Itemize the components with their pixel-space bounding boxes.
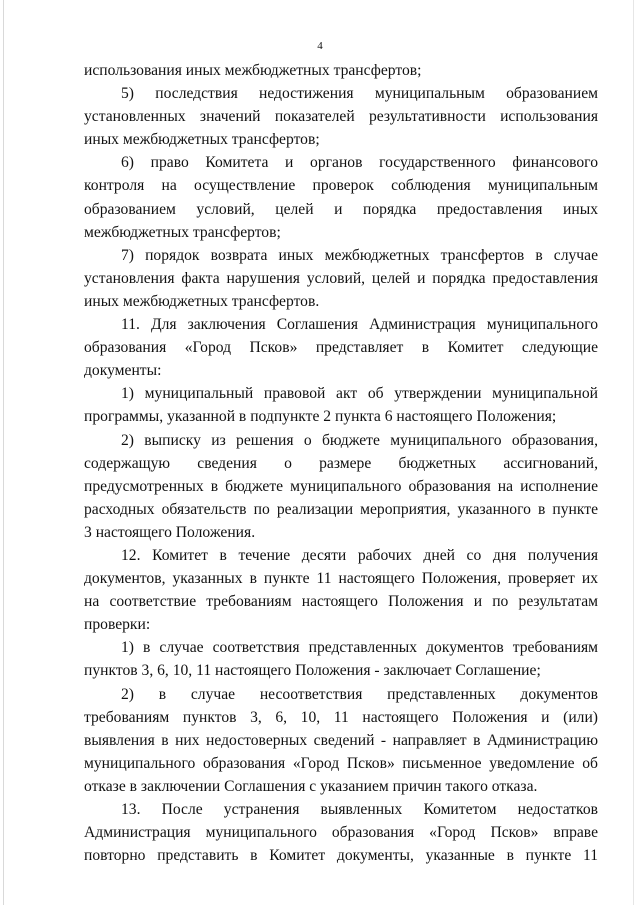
text-line: использования иных межбюджетных трансфертов;	[84, 62, 422, 79]
text-line: требованиям пунктов 3, 6, 10, 11 настоящего Положения и (или)	[84, 708, 598, 726]
text-line: 5) последствия недостижения муниципальным образованием	[121, 85, 598, 103]
text-line: содержащую сведения о размере бюджетных ассигнований,	[84, 454, 598, 472]
text-line: 3 настоящего Положения.	[84, 523, 256, 541]
paragraph	[84, 82, 598, 151]
paragraph	[84, 798, 598, 867]
text-line: 7) порядок возврата иных межбюджетных трансфертов в случае	[121, 246, 598, 264]
text-line: программы, указанной в подпункте 2 пункта 6 настоящего Положения;	[84, 408, 557, 426]
text-line: повторно представить в Комитет документы, указанные в пункте 11	[84, 847, 598, 865]
text-line: 6) право Комитета и органов государственного финансового	[121, 154, 598, 172]
text-line: 2) выписку из решения о бюджете муниципального образования,	[121, 431, 598, 449]
text-line: образования «Город Псков» представляет в Комитет следующие	[84, 339, 598, 357]
paragraph	[84, 429, 598, 544]
text-line: 11. Для заключения Соглашения Администрация муниципального	[121, 316, 598, 334]
page-edge-right	[633, 0, 634, 905]
paragraph	[84, 151, 598, 243]
document-body	[84, 59, 598, 867]
paragraph	[84, 244, 598, 313]
text-line: межбюджетных трансфертов;	[84, 223, 281, 241]
paragraph	[84, 382, 598, 428]
text-line: документы:	[84, 362, 162, 380]
paragraph	[84, 59, 598, 82]
paragraph	[84, 683, 598, 798]
text-line: иных межбюджетных трансфертов.	[84, 292, 320, 310]
paragraph	[84, 544, 598, 636]
paragraph	[84, 313, 598, 382]
text-line: иных межбюджетных трансфертов;	[84, 131, 320, 149]
text-line: документов, указанных в пункте 11 настоящего Положения, проверяет их	[84, 570, 598, 588]
page-edge-left	[3, 0, 4, 905]
text-line: отказе в заключении Соглашения с указанием причин такого отказа.	[84, 777, 538, 795]
text-line: 13. После устранения выявленных Комитетом недостатков	[121, 801, 598, 818]
text-line: пунктов 3, 6, 10, 11 настоящего Положения - заключает Соглашение;	[84, 662, 541, 680]
text-line: 12. Комитет в течение десяти рабочих дней со дня получения	[121, 546, 598, 564]
text-line: 2) в случае несоответствия представленных документов	[121, 685, 598, 703]
text-line: 1) в случае соответствия представленных документов требованиям	[121, 639, 598, 657]
text-line: проверки:	[84, 616, 151, 634]
text-line: расходных обязательств по реализации мероприятия, указанного в пункте	[84, 500, 598, 518]
text-line: Администрация муниципального образования «Город Псков» вправе	[84, 824, 598, 842]
text-line: образованием условий, целей и порядка предоставления иных	[84, 200, 598, 218]
page-number: 4	[317, 40, 323, 52]
text-line: предусмотренных в бюджете муниципального образования на исполнение	[84, 477, 598, 495]
text-line: установления факта нарушения условий, целей и порядка предоставления	[84, 269, 598, 287]
text-line: 1) муниципальный правовой акт об утверждении муниципальной	[121, 385, 598, 403]
text-line: выявления в них недостоверных сведений - направляет в Администрацию	[84, 731, 598, 749]
text-line: на соответствие требованиям настоящего Положения и по результатам	[84, 593, 598, 611]
paragraph	[84, 636, 598, 682]
text-line: контроля на осуществление проверок соблюдения муниципальным	[84, 177, 598, 195]
text-line: установленных значений показателей результативности использования	[84, 108, 598, 126]
text-line: муниципального образования «Город Псков» письменное уведомление об	[84, 754, 598, 772]
